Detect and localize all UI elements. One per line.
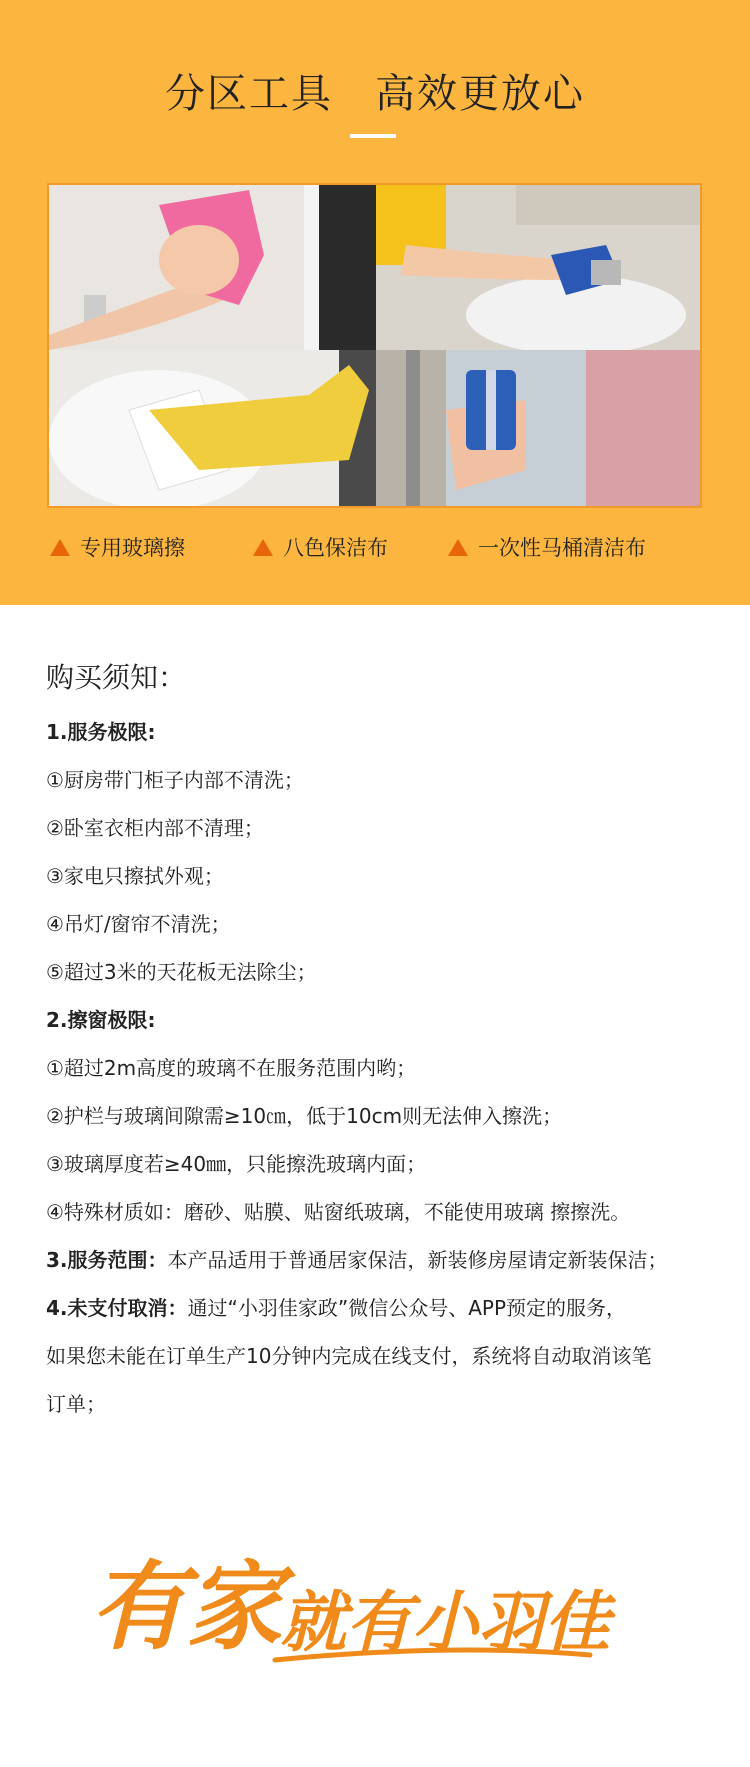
feature-item	[50, 532, 185, 562]
section-heading: 分区工具 高效更放心	[165, 71, 585, 117]
photo-wall-wipe	[49, 185, 376, 350]
list-item: ③家电只擦拭外观；	[46, 864, 224, 888]
list-item: ⑤超过3米的天花板无法除尘；	[46, 960, 317, 984]
scope-text: 本产品适用于普通居家保洁，新装修房屋请定新装保洁；	[167, 1248, 668, 1272]
logo-big-text: 有家	[90, 1550, 282, 1663]
list-item: ②卧室衣柜内部不清理；	[46, 816, 264, 840]
section-heading-window: 2.擦窗极限:	[46, 1008, 156, 1032]
cancel-text-continued: 订单；	[46, 1392, 106, 1416]
unpaid-cancel-line	[46, 1284, 726, 1332]
cancel-text-continued: 如果您未能在订单生产10分钟内完成在线支付，系统将自动取消该笔	[46, 1344, 652, 1368]
top-banner	[0, 0, 750, 605]
service-scope-line	[46, 1236, 726, 1284]
list-item: ①超过2m高度的玻璃不在服务范围内哟；	[46, 1056, 417, 1080]
list-item: ②护栏与玻璃间隙需≥10㎝，低于10cm则无法伸入擦洗；	[46, 1104, 563, 1128]
triangle-icon	[448, 539, 468, 556]
photo-toilet-clean	[49, 350, 376, 506]
feature-item	[253, 532, 388, 562]
photo-window-wiper	[376, 350, 700, 506]
brand-slogan-logo	[90, 1535, 670, 1675]
list-item: ③玻璃厚度若≥40㎜，只能擦洗玻璃内面；	[46, 1152, 427, 1176]
section-heading-service: 1.服务极限:	[46, 720, 156, 744]
section-heading-scope: 3.服务范围：	[46, 1248, 168, 1272]
photo-faucet-wipe	[376, 185, 700, 350]
feature-item	[448, 532, 646, 562]
list-item: ④吊灯/窗帘不清洗；	[46, 912, 231, 936]
list-item: ①厨房带门柜子内部不清洗；	[46, 768, 304, 792]
feature-label: 一次性马桶清洁布	[478, 536, 646, 560]
list-item: ④特殊材质如：磨砂、贴膜、贴窗纸玻璃，不能使用玻璃 擦擦洗。	[46, 1200, 631, 1224]
purchase-notice	[46, 658, 726, 1428]
photo-grid	[47, 183, 702, 508]
heading-underline	[350, 134, 396, 138]
feature-label: 专用玻璃擦	[80, 536, 185, 560]
section-heading-cancel: 4.未支付取消：	[46, 1296, 188, 1320]
triangle-icon	[50, 539, 70, 556]
notice-title: 购买须知：	[46, 661, 187, 694]
feature-label: 八色保洁布	[283, 536, 388, 560]
feature-list	[0, 532, 750, 562]
logo-small-text: 就有小羽佳	[280, 1583, 610, 1661]
cancel-text: 通过“小羽佳家政”微信公众号、APP预定的服务，	[187, 1296, 627, 1320]
triangle-icon	[253, 539, 273, 556]
